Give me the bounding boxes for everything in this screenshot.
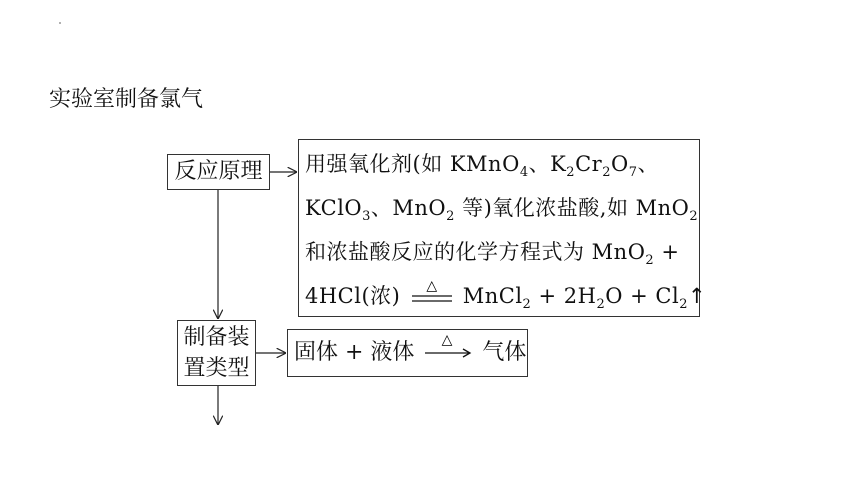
heat-triangle-icon: △ (442, 332, 453, 348)
principle-line-4-equation: 4HCl(浓) △ MnCl$_2$ + $2H_2O$ + $Cl_2↑$ (305, 277, 707, 312)
heat-triangle-icon: △ (425, 277, 438, 294)
reactants-state: 固体 + 液体 (294, 340, 415, 365)
reaction-principle-text-box (298, 139, 707, 317)
apparatus-type-label: 制备装 置类型 (177, 320, 256, 386)
slide-title: 实验室制备氯气 (49, 87, 204, 112)
apparatus-type-box (287, 329, 528, 377)
principle-line-2: KClO$_3$、MnO$_2$ 等)氧化浓盐酸,如 MnO$_2$ (305, 196, 699, 224)
principle-line-1: 用强氧化剂(如 KMnO$_4$、$K_2Cr_2O_7$、 (305, 152, 659, 180)
principle-line-3: 和浓盐酸反应的化学方程式为 MnO$_2$ + (305, 240, 680, 268)
reaction-principle-label: 反应原理 (167, 154, 270, 190)
product-state: 气体 (482, 340, 527, 365)
heating-condition-equals-sign (410, 277, 454, 308)
heating-arrow (423, 332, 473, 363)
